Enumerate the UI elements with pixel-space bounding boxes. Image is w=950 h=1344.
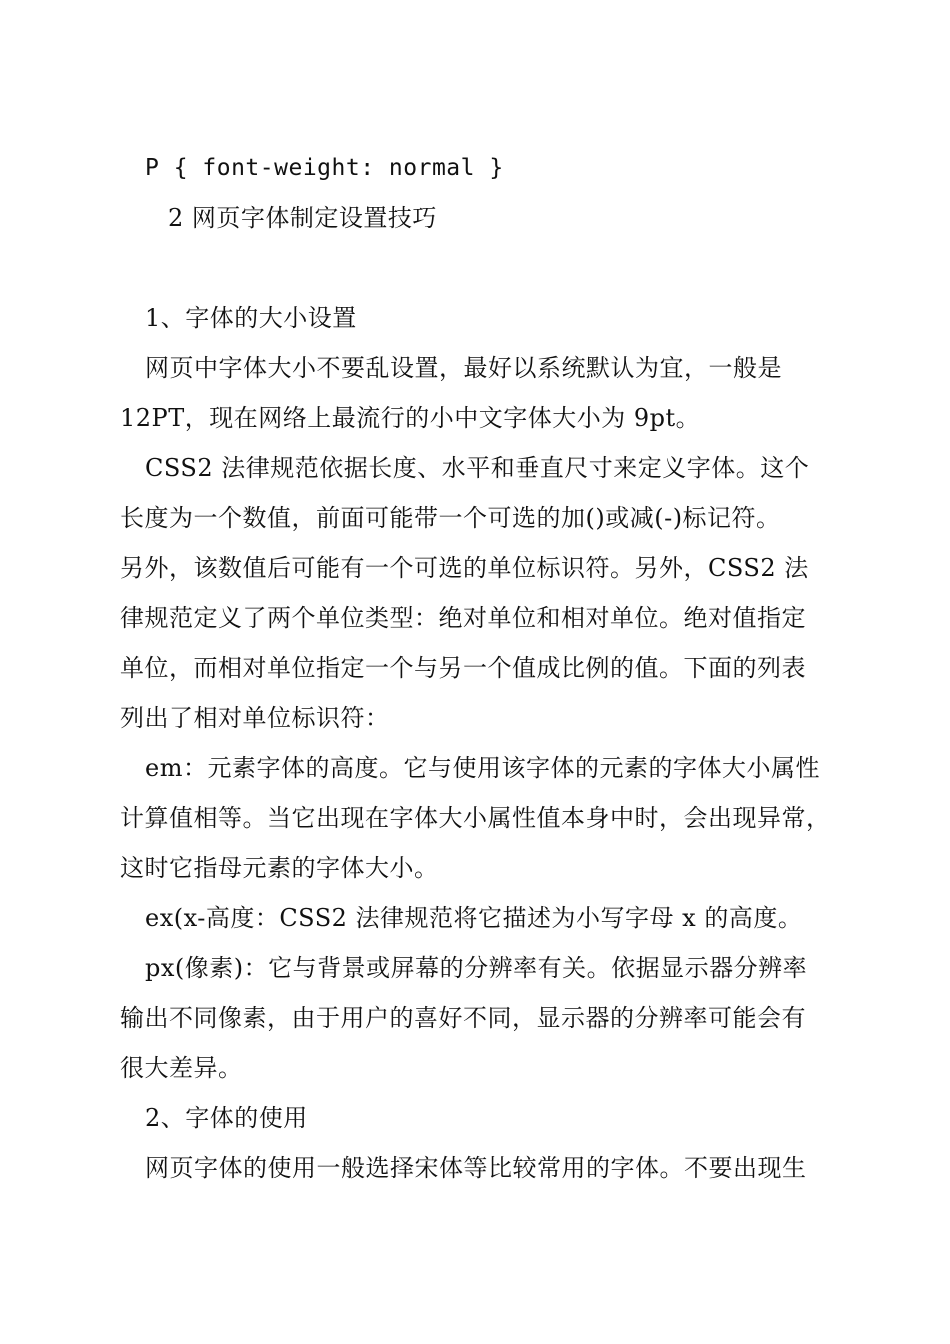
paragraph-line: px(像素)：它与背景或屏幕的分辨率有关。依据显示器分辨率 [145,954,808,982]
section-heading: 2 网页字体制定设置技巧 [168,204,437,232]
paragraph-line: 另外，该数值后可能有一个可选的单位标识符。另外，CSS2 法 [120,554,809,582]
paragraph-line: 单位，而相对单位指定一个与另一个值成比例的值。下面的列表 [120,654,806,682]
paragraph-line: em：元素字体的高度。它与使用该字体的元素的字体大小属性 [145,754,820,782]
paragraph-line: 律规范定义了两个单位类型：绝对单位和相对单位。绝对值指定 [120,604,806,632]
paragraph-line: ex(x-高度：CSS2 法律规范将它描述为小写字母 x 的高度。 [145,904,803,932]
paragraph-line: 计算值相等。当它出现在字体大小属性值本身中时，会出现异常， [120,804,831,832]
subsection-heading: 2、字体的使用 [145,1104,308,1132]
paragraph-line: 输出不同像素，由于用户的喜好不同，显示器的分辨率可能会有 [120,1004,806,1032]
paragraph-line: 列出了相对单位标识符： [120,704,390,732]
css-code-line: P { font-weight: normal } [145,155,504,181]
paragraph-line: CSS2 法律规范依据长度、水平和垂直尺寸来定义字体。这个 [145,454,810,482]
paragraph-line: 网页中字体大小不要乱设置，最好以系统默认为宜，一般是 [145,354,782,382]
paragraph-line: 很大差异。 [120,1054,243,1082]
paragraph-line: 长度为一个数值，前面可能带一个可选的加()或减(-)标记符。 [120,504,781,532]
paragraph-line: 这时它指母元素的字体大小。 [120,854,439,882]
subsection-heading: 1、字体的大小设置 [145,304,357,332]
paragraph-line: 网页字体的使用一般选择宋体等比较常用的字体。不要出现生 [145,1154,807,1182]
paragraph-line: 12PT，现在网络上最流行的小中文字体大小为 9pt。 [120,404,701,432]
